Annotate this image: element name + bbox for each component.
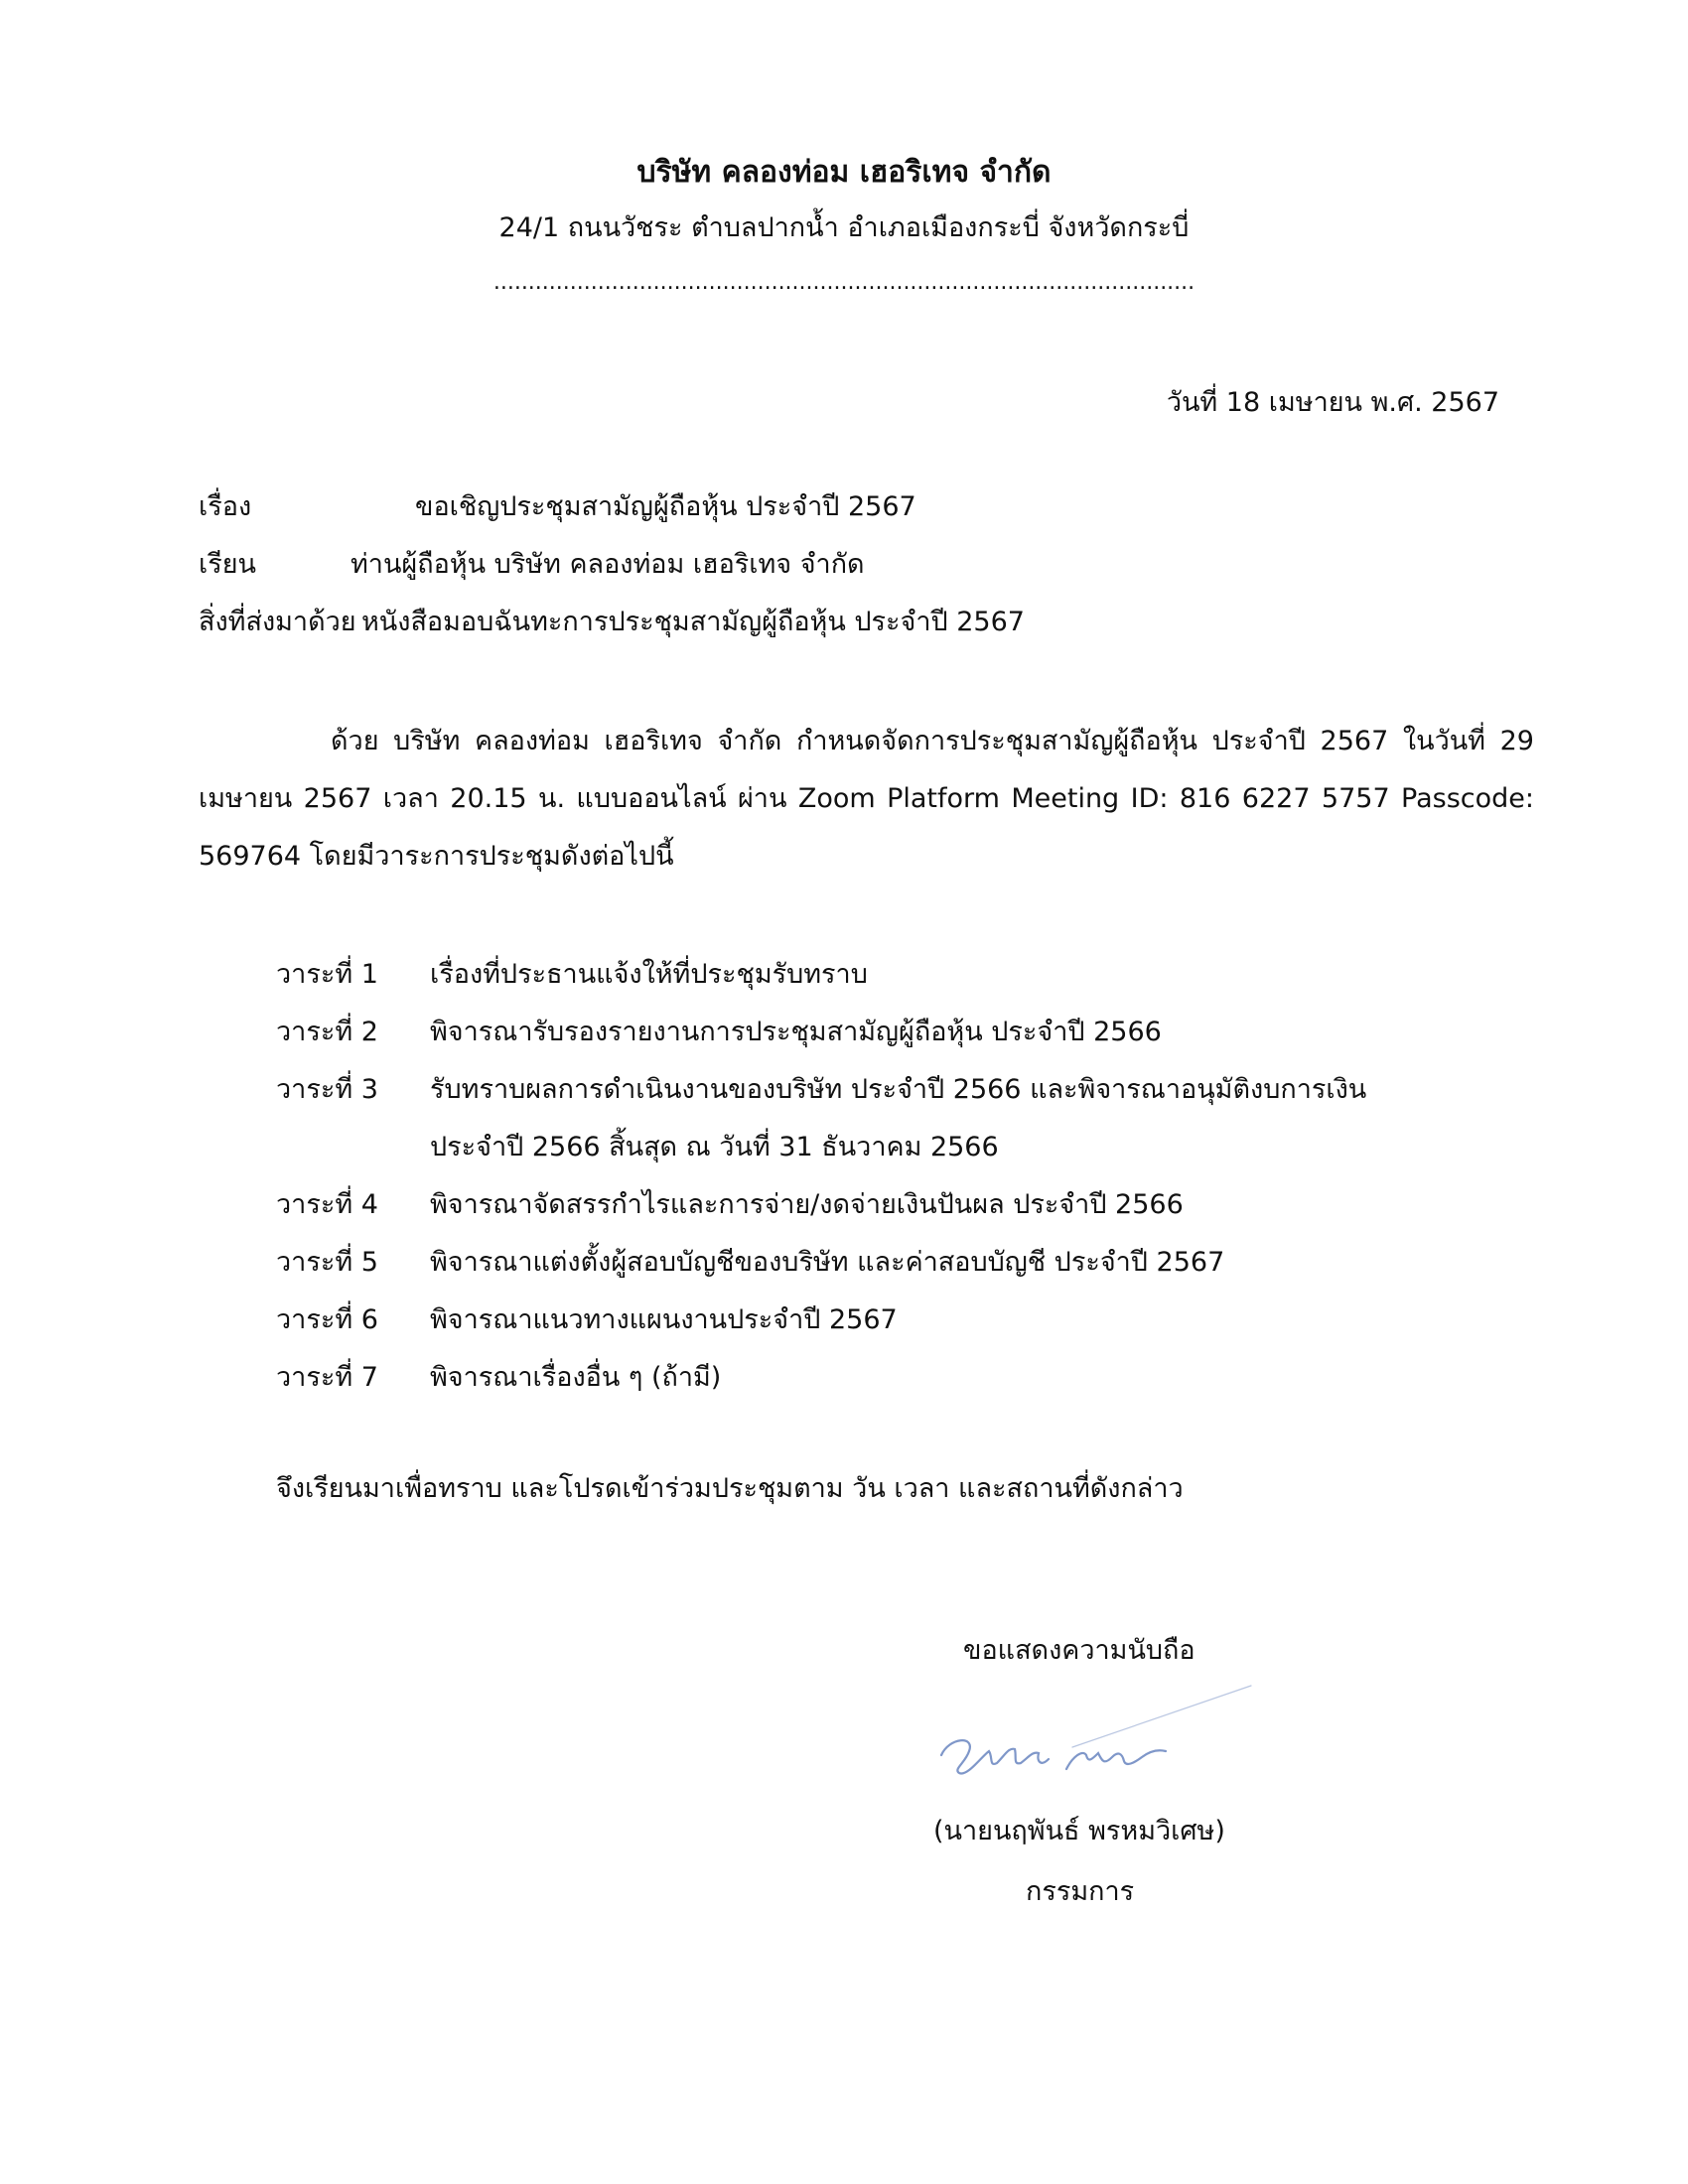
regards-text: ขอแสดงความนับถือ bbox=[963, 1635, 1196, 1666]
signer-name: (นายนฤพันธ์ พรหมวิเศษ) bbox=[933, 1816, 1225, 1846]
letter-date: วันที่ 18 เมษายน พ.ศ. 2567 bbox=[1166, 387, 1499, 418]
agenda-item-1-label: วาระที่ 1 bbox=[276, 959, 378, 990]
agenda-item-5-label: วาระที่ 5 bbox=[276, 1247, 378, 1278]
closing-sentence: จึงเรียนมาเพื่อทราบ และโปรดเข้าร่วมประชุมตาม วัน เวลา และสถานที่ดังกล่าว bbox=[276, 1473, 1184, 1504]
agenda-item-3-text-continued: ประจำปี 2566 สิ้นสุด ณ วันที่ 31 ธันวาคม 2566 bbox=[430, 1132, 999, 1162]
agenda-item-4-label: วาระที่ 4 bbox=[276, 1189, 378, 1220]
agenda-item-7-text: พิจารณาเรื่องอื่น ๆ (ถ้ามี) bbox=[430, 1362, 722, 1393]
agenda-item-3-label: วาระที่ 3 bbox=[276, 1074, 378, 1105]
company-name: บริษัท คลองท่อม เฮอริเทจ จำกัด bbox=[636, 155, 1052, 190]
subject-value: ขอเชิญประชุมสามัญผู้ถือหุ้น ประจำปี 2567 bbox=[415, 491, 916, 522]
agenda-item-1-text: เรื่องที่ประธานแจ้งให้ที่ประชุมรับทราบ bbox=[430, 959, 868, 990]
agenda-item-6-label: วาระที่ 6 bbox=[276, 1304, 378, 1335]
handwritten-signature bbox=[923, 1678, 1261, 1797]
recipient-value: ท่านผู้ถือหุ้น บริษัท คลองท่อม เฮอริเทจ จำกัด bbox=[351, 549, 865, 580]
enclosure-value: หนังสือมอบฉันทะการประชุมสามัญผู้ถือหุ้น ประจำปี 2567 bbox=[361, 607, 1025, 637]
letterhead-separator: ..................................................................................................... bbox=[492, 270, 1196, 295]
agenda-item-6-text: พิจารณาแนวทางแผนงานประจำปี 2567 bbox=[430, 1304, 898, 1335]
agenda-item-5-text: พิจารณาแต่งตั้งผู้สอบบัญชีของบริษัท และค่าสอบบัญชี ประจำปี 2567 bbox=[430, 1247, 1225, 1278]
agenda-item-2-text: พิจารณารับรองรายงานการประชุมสามัญผู้ถือหุ้น ประจำปี 2566 bbox=[430, 1017, 1162, 1047]
enclosure-label: สิ่งที่ส่งมาด้วย bbox=[199, 607, 356, 637]
agenda-item-3-text: รับทราบผลการดำเนินงานของบริษัท ประจำปี 2566 และพิจารณาอนุมัติงบการเงิน bbox=[430, 1074, 1367, 1105]
agenda-item-2-label: วาระที่ 2 bbox=[276, 1017, 378, 1047]
signer-position: กรรมการ bbox=[1026, 1876, 1135, 1907]
company-address: 24/1 ถนนวัชระ ตำบลปากน้ำ อำเภอเมืองกระบี่ จังหวัดกระบี่ bbox=[498, 212, 1190, 243]
agenda-item-4-text: พิจารณาจัดสรรกำไรและการจ่าย/งดจ่ายเงินปันผล ประจำปี 2566 bbox=[430, 1189, 1184, 1220]
recipient-label: เรียน bbox=[199, 549, 257, 580]
body-paragraph: ด้วย บริษัท คลองท่อม เฮอริเทจ จำกัด กำหนดจัดการประชุมสามัญผู้ถือหุ้น ประจำปี 2567 ในวันที่ 29 เมษายน 2567 เวลา 20.15 น. แบบออนไลน์ ผ่าน Zoom Platform Meeting ID: 816 6227 5757 Passcode: 569764 โดยมีวาระการประชุมดังต่อไปนี้ bbox=[199, 726, 1534, 872]
agenda-item-7-label: วาระที่ 7 bbox=[276, 1362, 378, 1393]
subject-label: เรื่อง bbox=[199, 491, 252, 522]
